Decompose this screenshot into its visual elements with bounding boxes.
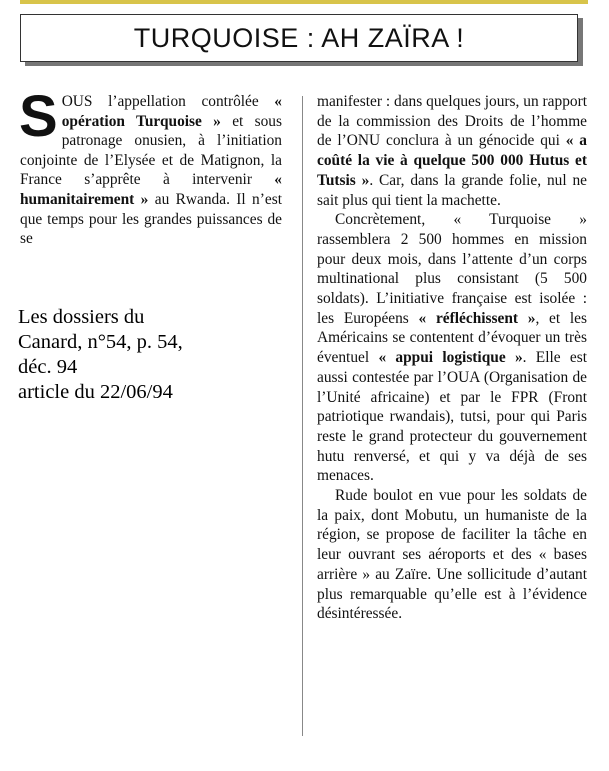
top-color-band [20,0,588,4]
left-text-3: au Rwanda. Il n’est que temps pour les grandes puissances de se [20,190,282,248]
p2-bold-1: « réfléchissent » [418,309,536,327]
left-bold-2: « humanitairement » [20,171,282,208]
caption-line-3: déc. 94 [18,356,78,378]
source-caption [18,305,278,405]
p1-bold-1: « a coûté la vie à quelque 500 000 Hutus et Tutsis » [317,132,587,189]
paragraph-2 [317,210,587,486]
left-bold-1: « opération Turquoise » [61,93,282,130]
left-text-2: et sous patronage onusien, à l’initiation conjointe de l’Elysée et de Matignon, la France s’apprête à intervenir [20,112,282,189]
article-right-column [317,92,587,624]
caption-line-2: Canard, n°54, p. 54, [18,331,183,353]
article-left-column [19,84,282,249]
paragraph-3: Rude boulot en vue pour les soldats de la paix, dont Mobutu, un humaniste de la région, se propose de faciliter la tâche en leur ouvrant ses aéroports et des « bases arrière » au Zaïre. Une sollicitude d’autant plus remarquable qu’elle est à l’évidence désintéressée. [317,487,587,623]
p2-bold-2: « appui logistique » [378,349,523,367]
p1-text-1: manifester : dans quelques jours, un rapport de la commission des Droits de l’homme de l’ONU conclura à un génocide qui [317,93,587,150]
drop-cap: S [19,84,58,149]
p2-text-2: , et les Américains se contentent d’évoquer un très éventuel [317,309,587,367]
column-divider [302,96,303,736]
left-text-1: OUS l’appellation contrôlée [61,93,275,110]
caption-line-1: Les dossiers du [18,306,145,328]
p1-text-2: . Car, dans la grande folie, nul ne sait plus qui tient la machette. [317,171,588,209]
caption-line-4: article du 22/06/94 [18,381,173,403]
headline: TURQUOISE : AH ZAÏRA ! [133,23,465,53]
headline-box [20,14,578,62]
paragraph-1 [317,92,587,210]
p2-text-1: Concrètement, « Turquoise » rassemblera 2 500 hommes en mission pour deux mois, dans l’attente d’un corps multinational plus consistant (5 500 soldats). L’initiative française est isolée : les Européens [317,211,587,327]
p2-text-3: . Elle est aussi contestée par l’OUA (Organisation de l’Unité africaine) et par le FPR (Front patriotique rwandais), tutsi, pour qui Paris reste le grand protecteur du gouvernement hutu renversé, et qui y va déjà de ses menaces. [317,349,587,485]
